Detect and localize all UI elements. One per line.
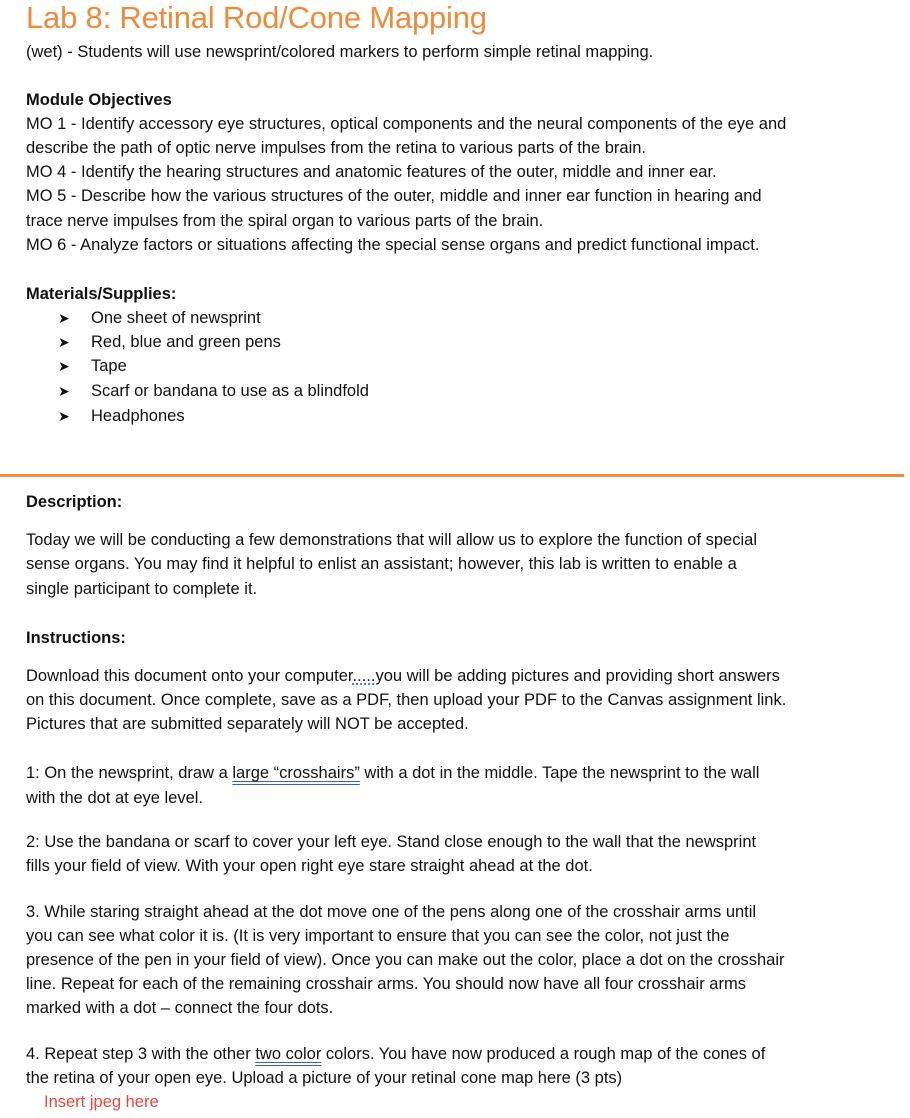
step-4-line: the retina of your open eye. Upload a picture of your retinal cone map here (3 pts) — [26, 1069, 623, 1087]
description-line: sense organs. You may find it helpful to enlist an assistant; however, this lab is written to enable a — [26, 555, 737, 573]
step-3-line: 3. While staring straight ahead at the dot move one of the pens along one of the crosshair arms until — [26, 903, 757, 921]
objective-line: trace nerve impulses from the spiral organ to various parts of the brain. — [26, 212, 544, 230]
crosshairs-underlined: large “crosshairs” — [232, 764, 360, 782]
arrow-bullet-icon: ➤ — [58, 334, 70, 350]
description-heading: Description: — [26, 493, 123, 511]
download-line: on this document. Once complete, save as a PDF, then upload your PDF to the Canvas assignment link. — [26, 691, 787, 709]
arrow-bullet-icon: ➤ — [58, 383, 70, 399]
lab-subtitle: (wet) - Students will use newsprint/colored markers to perform simple retinal mapping. — [26, 43, 654, 61]
download-line: Pictures that are submitted separately will NOT be accepted. — [26, 715, 469, 733]
list-item: ➤ Tape — [58, 354, 127, 378]
step-3-line: presence of the pen in your field of view). Once you can make out the color, place a dot on the crosshair — [26, 951, 785, 969]
list-item: ➤ Red, blue and green pens — [58, 330, 281, 354]
step-3-line: line. Repeat for each of the remaining crosshair arms. You should now have all four crosshair arms — [26, 975, 746, 993]
arrow-bullet-icon: ➤ — [58, 358, 70, 374]
section-divider — [0, 474, 904, 477]
step-1-line: 1: On the newsprint, draw a large “crosshairs” with a dot in the middle. Tape the newsprint to the wall — [26, 764, 760, 782]
arrow-bullet-icon: ➤ — [58, 408, 70, 424]
description-line: Today we will be conducting a few demonstrations that will allow us to explore the function of special — [26, 531, 757, 549]
insert-jpeg-placeholder[interactable]: Insert jpeg here — [44, 1093, 159, 1111]
objective-line: MO 1 - Identify accessory eye structures, optical components and the neural components of the eye and — [26, 115, 787, 133]
list-item: ➤ Scarf or bandana to use as a blindfold — [58, 379, 369, 403]
arrow-bullet-icon: ➤ — [58, 310, 70, 326]
step-3-line: marked with a dot – connect the four dots. — [26, 999, 334, 1017]
two-color-underlined: two color — [255, 1045, 322, 1063]
description-line: single participant to complete it. — [26, 580, 258, 598]
list-item: ➤ Headphones — [58, 404, 185, 428]
objective-line: MO 5 - Describe how the various structures of the outer, middle and inner ear function in hearing and — [26, 187, 762, 205]
step-1-line: with the dot at eye level. — [26, 789, 204, 807]
instructions-heading: Instructions: — [26, 629, 126, 647]
download-line: Download this document onto your computer.....you will be adding pictures and providing short answers — [26, 667, 780, 685]
ellipsis-dots: ..... — [352, 667, 376, 685]
objective-line: MO 4 - Identify the hearing structures and anatomic features of the outer, middle and inner ear. — [26, 163, 717, 181]
list-item: ➤ One sheet of newsprint — [58, 306, 261, 330]
objective-line: describe the path of optic nerve impulses from the retina to various parts of the brain. — [26, 139, 646, 157]
step-4-line: 4. Repeat step 3 with the other two color colors. You have now produced a rough map of the cones of — [26, 1045, 766, 1063]
step-2-line: fills your field of view. With your open right eye stare straight ahead at the dot. — [26, 857, 593, 875]
step-2-line: 2: Use the bandana or scarf to cover your left eye. Stand close enough to the wall that the newsprint — [26, 833, 757, 851]
materials-heading: Materials/Supplies: — [26, 285, 177, 303]
objectives-heading: Module Objectives — [26, 91, 172, 109]
objective-line: MO 6 - Analyze factors or situations affecting the special sense organs and predict functional impact. — [26, 236, 760, 254]
step-3-line: you can see what color it is. (It is very important to ensure that you can see the color, not just the — [26, 927, 730, 945]
lab-title: Lab 8: Retinal Rod/Cone Mapping — [26, 0, 487, 35]
